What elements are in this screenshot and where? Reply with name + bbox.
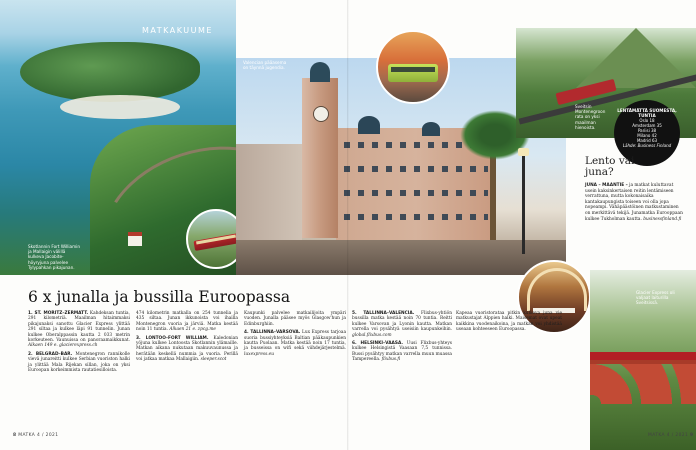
bus-shape — [388, 64, 438, 82]
sidebar-body — [585, 183, 685, 222]
window-row — [344, 166, 488, 172]
sidebar-text: ja matkat kuluttavat usein kaksinkertaisen reitin lentämiseen verrattuna, mutta kokonaisaika kantakaupungista toiseen voi olla jopa nopeampi. Vähäpäästöinen matkustaminen on merkittävä tekijä. Junamatka Eurooppaan kulkee Tukholman kautta. — [585, 183, 683, 222]
bridge-caption: Glacier Express oli valjaat laiturilla Sveitsissä. — [636, 290, 675, 306]
route-lead: 1. ST. MORITZ–ZERMATT. — [28, 311, 89, 316]
right-folio — [648, 433, 693, 438]
article-paragraph — [28, 352, 130, 374]
text-column — [244, 311, 346, 360]
article-paragraph — [352, 341, 452, 363]
route-source: flixbus.fi — [381, 357, 401, 363]
mountain-caption: Sveitsin Montenegroon rata on yksi maailman hienoista. — [575, 104, 606, 130]
red-train — [590, 352, 696, 360]
route-text: Kahdeksan tuntia, 291 kilometriä. Maailman hitaimmaksi pikajunaksi sanottu Glacier Express ylittää 291 siltaa ja kulkee läpi 91 tunnelin. Junan kulkee Oberalppassin kautta 2 033 metrin korkeuteen. Vaunuissa on panoraamaikkunat. — [28, 311, 130, 344]
article-paragraph — [28, 311, 130, 349]
route-text: Kapeaa vuoristorataa pitkin kulkeva juna vie matkustajat Alppien halki. Maisemat ovat upeat kaikkina vuodenaikoina, ja matkan voi yhdistää useaan kohteeseen Euroopassa. — [456, 311, 562, 333]
left-folio — [13, 433, 58, 438]
dome — [358, 116, 380, 134]
route-text: 474 kilometrin matkalla on 254 tunnelia ja 435 siltaa. Junan ikkunoista voi ihailla Montenegron vuoria ja järviä. Matka kestää noin 11 tuntia. — [136, 311, 238, 333]
magazine-issue: MATKA 4 / 2021 — [18, 433, 59, 438]
stone-viaduct — [590, 360, 696, 404]
dome — [422, 122, 440, 136]
route-source: global.flixbus.com — [352, 332, 392, 338]
route-source: sleeper.scot — [200, 357, 227, 363]
beach-shape — [60, 95, 180, 119]
bus-photo — [376, 30, 450, 104]
text-column — [352, 311, 452, 366]
route-text: Lux Express tarjoaa suoria bussiyhteyksiä Baltian pääkaupunkien kautta Puolaan. Matka kestää noin 17 tuntia, ja busseissa on wifi sekä viihdejärjestelmä. — [244, 330, 347, 352]
carriage-arch — [527, 268, 587, 311]
route-text: Montenegron rannikolle vievä junareitti kulkee Serbian vuoriston halki ja ylittää Mala Rijekan sillan, joka on yksi Euroopan korkeimmista rautatiesilloista. — [28, 351, 130, 374]
page-number: 8 — [13, 433, 17, 438]
route-lead: 5. TALLINNA–VALENCIA. — [352, 311, 415, 316]
route-source: luxexpress.eu — [244, 351, 274, 357]
article-paragraph — [352, 311, 452, 338]
magazine-issue: MATKA 4 / 2021 — [648, 433, 689, 438]
fact-line: Madrid 63 — [636, 138, 658, 143]
valencia-caption: Valencian pääasema on täynnä jugendia. — [243, 60, 287, 71]
street-lamp — [522, 154, 525, 254]
clock-tower — [302, 78, 338, 238]
lamp-light — [518, 148, 529, 156]
island-shape — [20, 42, 200, 102]
spread-gutter — [347, 0, 349, 450]
side-building — [236, 144, 302, 244]
fact-line: Milano 42 — [637, 133, 657, 138]
article-paragraph — [244, 330, 346, 357]
page-number: 9 — [689, 433, 694, 438]
window-row — [344, 214, 488, 220]
route-lead: 6. HELSINKI–VAASA. — [352, 341, 403, 347]
article-headline: 6 x junalla ja bussilla Euroopassa — [28, 288, 291, 306]
street — [236, 240, 566, 275]
route-lead: 4. TALLINNA–VARSOVA. — [244, 330, 301, 336]
fact-line: Pariisi 38 — [637, 128, 657, 133]
window-row — [344, 190, 488, 196]
route-source: Alkaen 149 e. glacierexpress.ch — [28, 343, 98, 349]
route-lead: 3. LONTOO–FORT WILLIAM. — [136, 335, 209, 341]
article-paragraph — [456, 311, 562, 333]
fact-line: Oslo 18 — [639, 118, 655, 123]
route-source: Alkaen 21 e. zpcg.me — [169, 327, 216, 333]
bus-windows — [391, 67, 435, 72]
tower-roof — [310, 62, 330, 82]
article-paragraph — [244, 311, 346, 327]
text-column — [136, 311, 238, 366]
house-shape — [128, 232, 142, 246]
text-column — [28, 311, 130, 376]
fact-source: Lähde: Business Finland — [622, 143, 672, 148]
section-kicker: MATKAKUUME — [142, 26, 213, 35]
route-text: Uusi Flixbus-yhteys kulkee Helsingistä Vaasaan 7,5 tunnissa. Bussi pysähtyy matkan varrella muun muassa Tampereella. — [352, 341, 452, 363]
coast-caption: Skotlannin Fort Williamin ja Mallaigin välillä kulkeva Jacobite-höyryjuna palvelee Tylypahkan pikajunan. — [28, 244, 81, 270]
route-lead: 2. BELGRAD–BAR. — [28, 351, 73, 357]
route-text: Flixbus-yhtiön bussilla matka kestää noin 70 tuntia. Reitti kulkee Varsovan ja Lyonin kautta. Matkan varrella voi pysähtyä useisiin kaupunkeihin. — [352, 311, 452, 333]
sidebar-source: businessfinland.fi — [643, 216, 682, 222]
route-text: Kaledonian yöjuna kulkee Lontoosta Skotlannin ylämaille. Matkan aikana nukutaan makuuvaunussa ja herätään keskellä nummia ja vuoria. Perillä voi jatkaa matkaa Mallaigiin. — [136, 335, 238, 363]
text-column — [456, 311, 562, 336]
clock-face — [313, 106, 329, 122]
article-paragraph — [136, 336, 238, 363]
article-paragraph — [136, 311, 238, 333]
fact-line: Amsterdam 35 — [632, 123, 662, 128]
sidebar-lead: JUNA – MAANTIE – — [585, 183, 628, 188]
route-text: Kaupunki palvelee matkailijoita ympäri vuoden. Junalla pääsee myös Glasgow'hun ja Edinburghiin. — [244, 311, 346, 327]
sidebar-title: Lento vai juna? — [585, 155, 635, 178]
fact-heading: LENTÄMÄTTÄ SUOMESTA, TUNTIA — [617, 108, 677, 118]
